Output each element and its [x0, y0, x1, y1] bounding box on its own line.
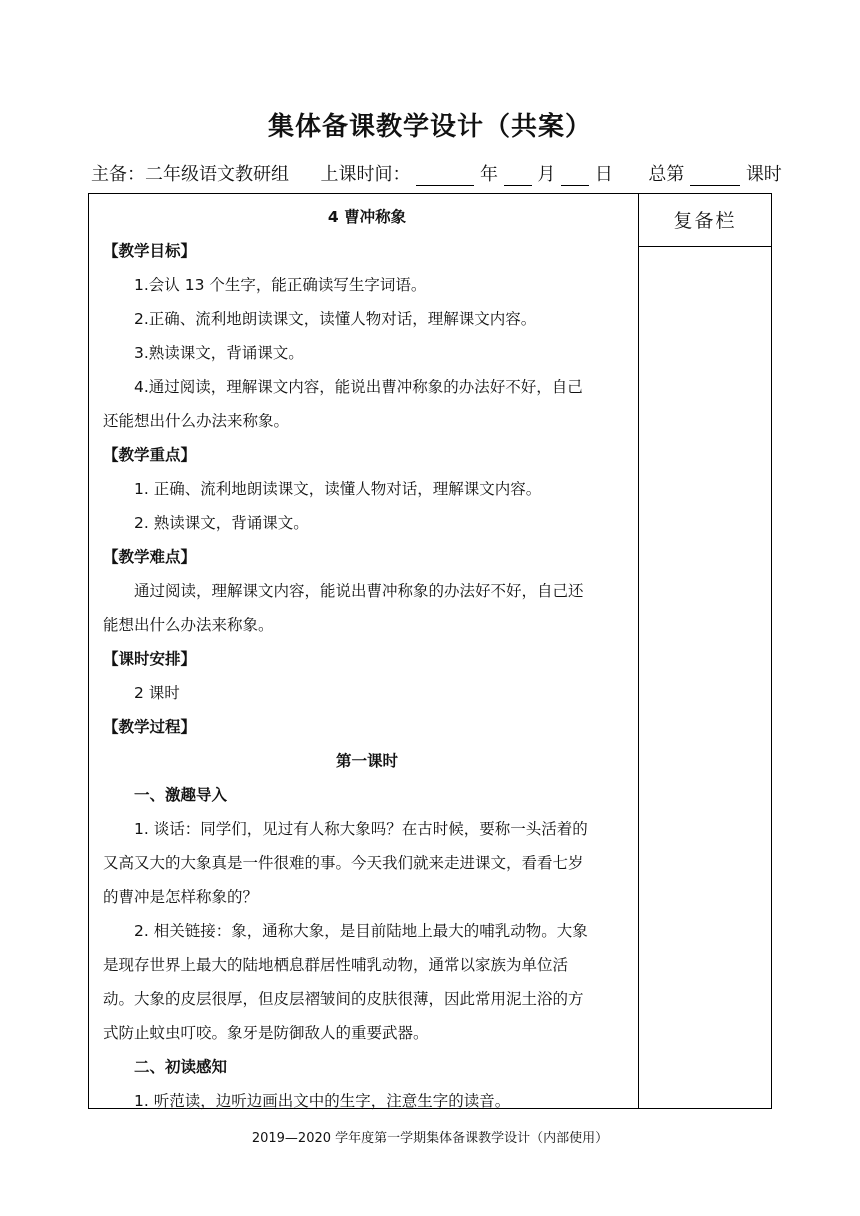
period-title: 第一课时	[335, 752, 398, 770]
lesson-meta-line	[91, 160, 782, 186]
goal-item: 3.熟读课文，背诵课文。	[134, 344, 304, 362]
period-label: 课时	[745, 164, 782, 185]
lesson-content	[103, 200, 631, 1118]
paragraph-line: 又高又大的大象真是一件很难的事。今天我们就来走进课文，看看七岁	[103, 854, 584, 872]
paragraph-line: 式防止蚊虫叮咬。象牙是防御敌人的重要武器。	[103, 1024, 429, 1042]
day-blank	[561, 165, 589, 186]
section-heading: 二、初读感知	[134, 1058, 228, 1076]
key-point-item: 1. 正确、流利地朗读课文，读懂人物对话，理解课文内容。	[134, 480, 542, 498]
goal-item-continued: 还能想出什么办法来称象。	[103, 412, 290, 430]
preparer-label: 主备：二年级语文教研组	[91, 164, 289, 185]
column-divider	[638, 194, 639, 1108]
day-label: 日	[594, 164, 613, 185]
goals-heading: 【教学目标】	[103, 242, 197, 260]
year-blank	[416, 165, 474, 186]
difficulty-heading: 【教学难点】	[103, 548, 197, 566]
total-label: 总第	[648, 164, 685, 185]
period-blank	[690, 165, 740, 186]
page-title: 集体备课教学设计（共案）	[267, 112, 592, 142]
paragraph-line: 2. 相关链接：象，通称大象，是目前陆地上最大的哺乳动物。大象	[134, 922, 588, 940]
lesson-title: 4 曹冲称象	[327, 208, 407, 226]
review-column-header: 复备栏	[673, 210, 737, 232]
key-points-heading: 【教学重点】	[103, 446, 197, 464]
difficulty-text: 通过阅读，理解课文内容，能说出曹冲称象的办法好不好，自己还	[134, 582, 584, 600]
lesson-plan-table	[88, 193, 772, 1109]
side-header-separator	[638, 246, 771, 247]
paragraph-line: 动。大象的皮层很厚，但皮层褶皱间的皮肤很薄，因此常用泥土浴的方	[103, 990, 584, 1008]
schedule-heading: 【课时安排】	[103, 650, 197, 668]
goal-item: 2.正确、流利地朗读课文，读懂人物对话，理解课文内容。	[134, 310, 537, 328]
month-blank	[504, 165, 532, 186]
month-label: 月	[537, 164, 556, 185]
page-footer: 2019—2020 学年度第一学期集体备课教学设计（内部使用）	[251, 1131, 609, 1146]
process-heading: 【教学过程】	[103, 718, 197, 736]
paragraph-line: 1. 听范读，边听边画出文中的生字，注意生字的读音。	[134, 1092, 511, 1110]
class-time-label: 上课时间：	[320, 164, 411, 185]
paragraph-line: 的曹冲是怎样称象的？	[103, 888, 259, 906]
paragraph-line: 是现存世界上最大的陆地栖息群居性哺乳动物，通常以家族为单位活	[103, 956, 569, 974]
key-point-item: 2. 熟读课文，背诵课文。	[134, 514, 309, 532]
schedule-text: 2 课时	[134, 684, 180, 702]
paragraph-line: 1. 谈话：同学们，见过有人称大象吗？在古时候，要称一头活着的	[134, 820, 588, 838]
goal-item: 4.通过阅读，理解课文内容，能说出曹冲称象的办法好不好，自己	[134, 378, 583, 396]
section-heading: 一、激趣导入	[134, 786, 228, 804]
goal-item: 1.会认 13 个生字，能正确读写生字词语。	[134, 276, 427, 294]
year-label: 年	[479, 164, 498, 185]
difficulty-text-continued: 能想出什么办法来称象。	[103, 616, 274, 634]
